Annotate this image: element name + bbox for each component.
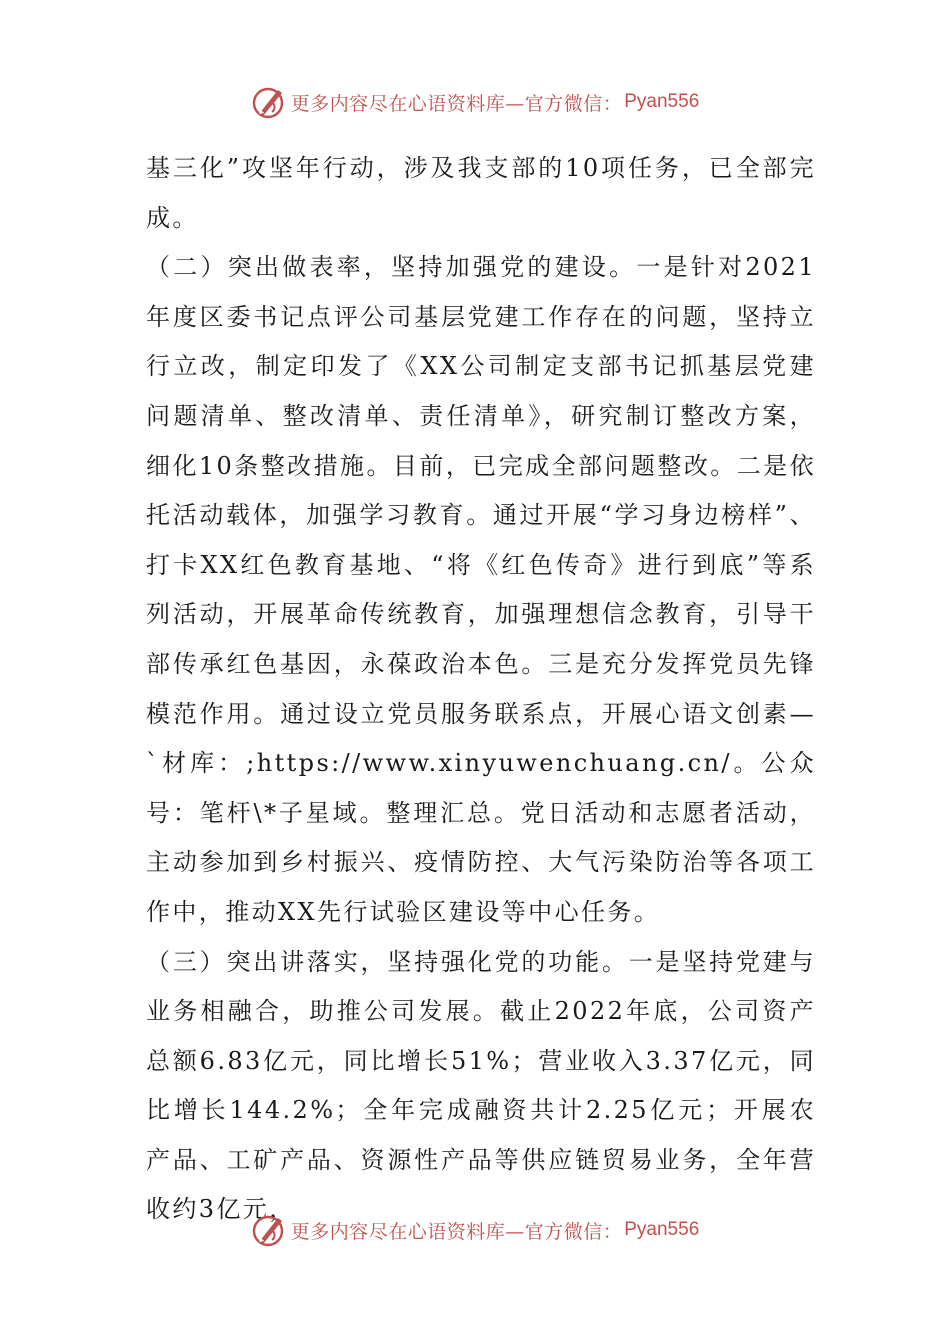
document-body (146, 144, 816, 1235)
pen-logo-icon (251, 84, 287, 120)
header-banner (0, 82, 950, 122)
paragraph-3: （三）突出讲落实，坚持强化党的功能。一是坚持党建与业务相融合，助推公司发展。截止2022年底，公司资产总额6.83亿元，同比增长51%；营业收入3.37亿元，同比增长144.2%；全年完成融资共计2.25亿元；开展农产品、工矿产品、资源性产品等供应链贸易业务，全年营收约3亿元， (146, 947, 816, 1224)
paragraph-1: 基三化”攻坚年行动，涉及我支部的10项任务，已全部完成。 (146, 154, 816, 232)
wechat-id: Pyan556 (624, 1219, 700, 1240)
footer-banner (0, 1210, 950, 1250)
wechat-id: Pyan556 (624, 91, 700, 112)
paragraph-2: （二）突出做表率，坚持加强党的建设。一是针对2021年度区委书记点评公司基层党建工作存在的问题，坚持立行立改，制定印发了《XX公司制定支部书记抓基层党建问题清单、整改清单、责任清单》，研究制订整改方案，细化10条整改措施。目前，已完成全部问题整改。二是依托活动载体，加强学习教育。通过开展“学习身边榜样”、打卡XX红色教育基地、“将《红色传奇》进行到底”等系列活动，开展革命传统教育，加强理想信念教育，引导干部传承红色基因，永葆政治本色。三是充分发挥党员先锋模范作用。通过设立党员服务联系点，开展心语文创素—`材库：;https://www.xinyuwenchuang.cn/。公众号：笔杆\*子星域。整理汇总。党日活动和志愿者活动，主动参加到乡村振兴、疫情防控、大气污染防治等各项工作中，推动XX先行试验区建设等中心任务。 (146, 253, 816, 926)
pen-logo-icon (251, 1212, 287, 1248)
banner-text: 更多内容尽在心语资料库—官方微信： (290, 92, 623, 115)
banner-text: 更多内容尽在心语资料库—官方微信： (290, 1220, 623, 1243)
